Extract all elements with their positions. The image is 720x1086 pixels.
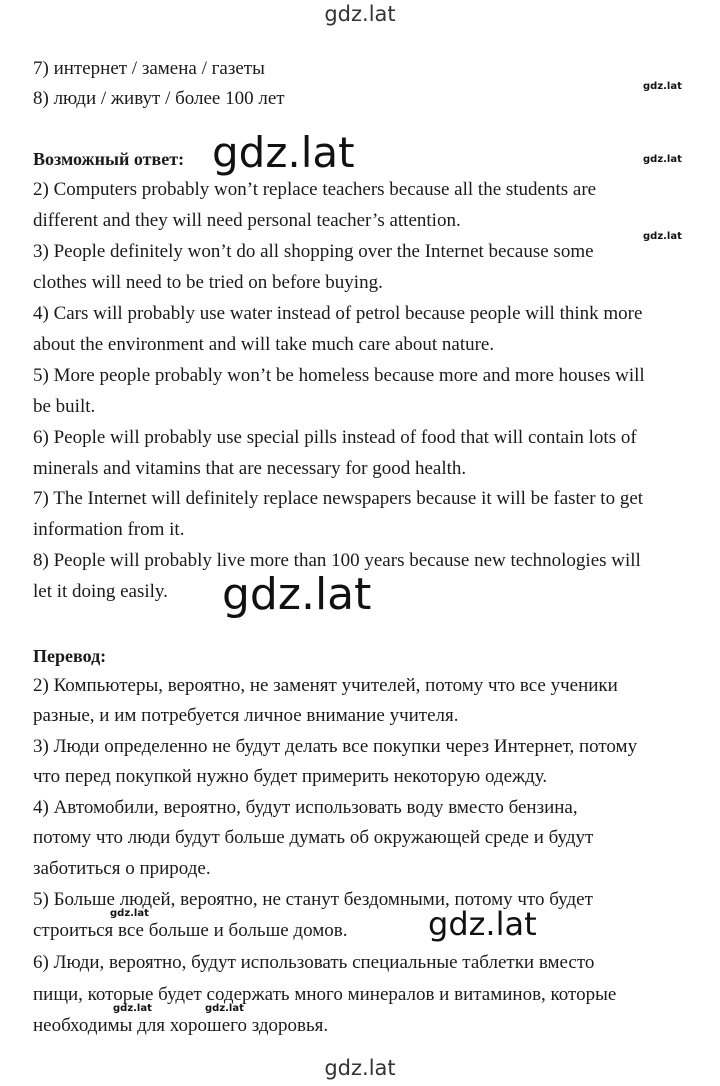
intro-line-8: 8) люди / живут / более 100 лет [33, 88, 285, 109]
watermark-small: gdz.lat [643, 154, 682, 165]
watermark-large: gdz.lat [428, 905, 537, 943]
answer-line: 7) The Internet will definitely replace newspapers because it will be faster to get [33, 488, 644, 509]
answer-line: 4) Cars will probably use water instead of petrol because people will think more [33, 303, 643, 324]
answer-line: 3) People definitely won’t do all shopping over the Internet because some [33, 241, 594, 262]
answer-heading: Возможный ответ: [33, 149, 185, 169]
answer-line: 6) People will probably use special pills instead of food that will contain lots of [33, 427, 637, 448]
watermark-small: gdz.lat [205, 1003, 244, 1014]
answer-line: let it doing easily. [33, 581, 168, 602]
watermark-bottom: gdz.lat [324, 1056, 396, 1080]
answer-line: 5) More people probably won’t be homeless because more and more houses will [33, 365, 645, 386]
answer-line: be built. [33, 396, 96, 417]
answer-line: minerals and vitamins that are necessary for good health. [33, 458, 467, 479]
watermark-large: gdz.lat [222, 569, 372, 620]
watermark-large: gdz.lat [212, 128, 355, 177]
translation-line: что перед покупкой нужно будет примерить некоторую одежду. [33, 766, 548, 787]
watermark-small: gdz.lat [643, 81, 682, 92]
translation-line: 5) Больше людей, вероятно, не станут бездомными, потому что будет [33, 889, 593, 910]
answer-line: 8) People will probably live more than 100 years because new technologies will [33, 550, 641, 571]
translation-line: 3) Люди определенно не будут делать все покупки через Интернет, потому [33, 736, 638, 757]
translation-line: необходимы для хорошего здоровья. [33, 1015, 329, 1036]
translation-line: строиться все больше и больше домов. [33, 920, 348, 941]
translation-line: 2) Компьютеры, вероятно, не заменят учителей, потому что все ученики [33, 675, 618, 696]
answer-line: 2) Computers probably won’t replace teachers because all the students are [33, 179, 597, 200]
watermark-small: gdz.lat [113, 1003, 152, 1014]
answer-line: information from it. [33, 519, 185, 540]
watermark-small: gdz.lat [643, 231, 682, 242]
translation-line: 4) Автомобили, вероятно, будут использовать воду вместо бензина, [33, 797, 578, 818]
translation-heading: Перевод: [33, 646, 107, 666]
watermark-small: gdz.lat [110, 908, 149, 919]
answer-line: clothes will need to be tried on before buying. [33, 272, 383, 293]
translation-line: 6) Люди, вероятно, будут использовать специальные таблетки вместо [33, 952, 595, 973]
translation-line: потому что люди будут больше думать об окружающей среде и будут [33, 827, 594, 848]
intro-line-7: 7) интернет / замена / газеты [33, 58, 265, 79]
translation-line: пищи, которые будет содержать много минералов и витаминов, которые [33, 984, 617, 1005]
answer-line: different and they will need personal teacher’s attention. [33, 210, 461, 231]
watermark-top: gdz.lat [324, 2, 396, 26]
answer-line: about the environment and will take much care about nature. [33, 334, 495, 355]
translation-line: заботиться о природе. [33, 858, 211, 879]
translation-line: разные, и им потребуется личное внимание учителя. [33, 705, 459, 726]
